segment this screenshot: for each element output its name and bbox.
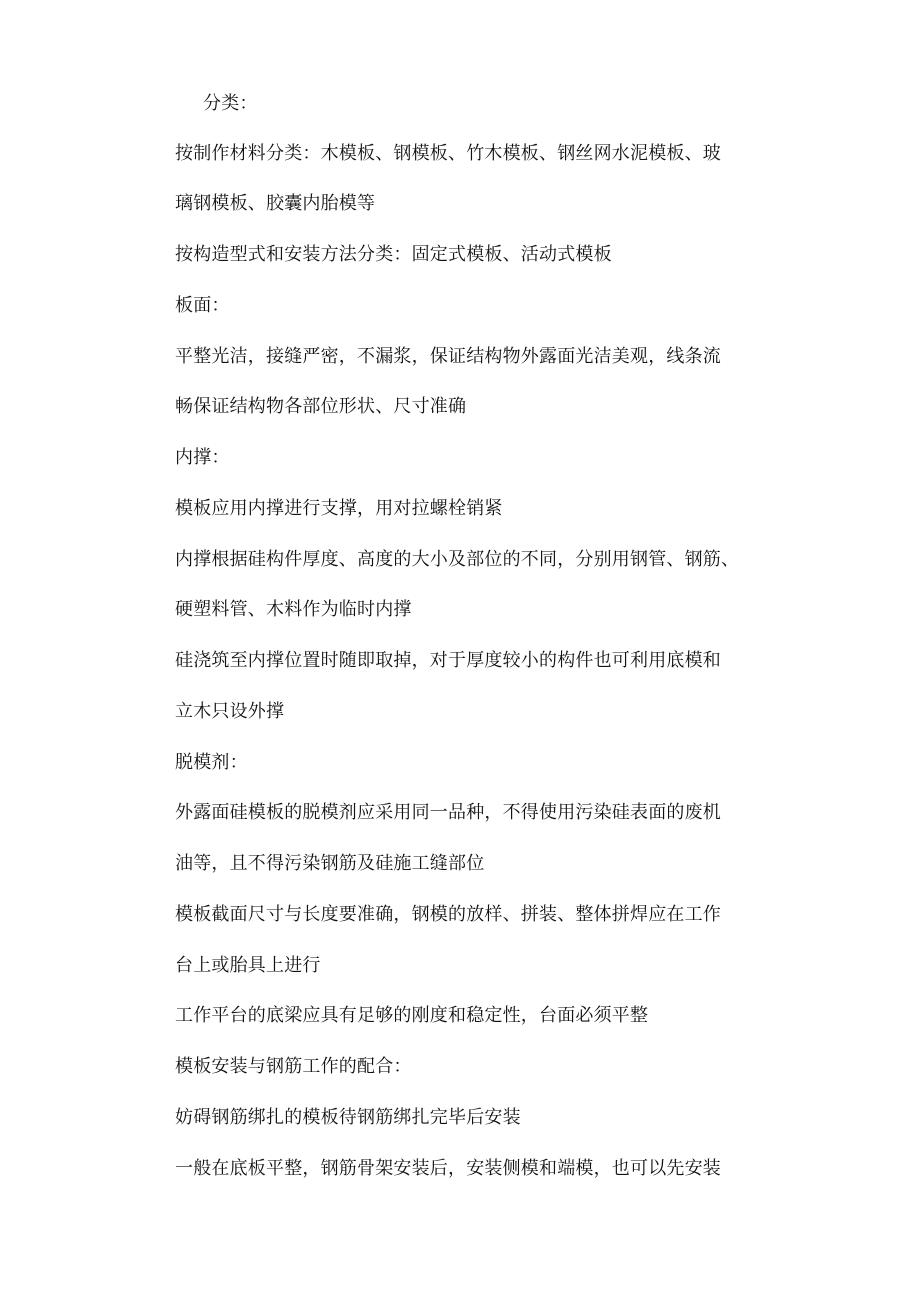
heading-panel-surface: 板面： bbox=[175, 295, 230, 316]
text-line: 平整光洁，接缝严密，不漏浆，保证结构物外露面光洁美观，线条流 bbox=[175, 346, 721, 367]
text-line: 按制作材料分类：木模板、钢模板、竹木模板、钢丝网水泥模板、玻 bbox=[175, 143, 721, 164]
text-line: 内撑根据硅构件厚度、高度的大小及部位的不同，分别用钢管、钢筋、 bbox=[175, 549, 740, 570]
heading-classification: 分类： bbox=[203, 93, 258, 114]
text-line: 璃钢模板、胶囊内胎模等 bbox=[175, 193, 376, 214]
heading-inner-brace: 内撑： bbox=[175, 447, 230, 468]
text-line: 按构造型式和安装方法分类：固定式模板、活动式模板 bbox=[175, 244, 612, 265]
text-line: 外露面硅模板的脱模剂应采用同一品种，不得使用污染硅表面的废机 bbox=[175, 802, 721, 823]
text-line: 妨碍钢筋绑扎的模板待钢筋绑扎完毕后安装 bbox=[175, 1107, 521, 1128]
text-line: 工作平台的底梁应具有足够的刚度和稳定性，台面必须平整 bbox=[175, 1005, 649, 1026]
text-line: 台上或胎具上进行 bbox=[175, 955, 321, 976]
heading-formwork-rebar-coordination: 模板安装与钢筋工作的配合： bbox=[175, 1056, 412, 1077]
text-line: 一般在底板平整，钢筋骨架安装后，安装侧模和端模，也可以先安装 bbox=[175, 1158, 721, 1179]
text-line: 畅保证结构物各部位形状、尺寸准确 bbox=[175, 396, 467, 417]
heading-release-agent: 脱模剂： bbox=[175, 752, 248, 773]
text-line: 油等，且不得污染钢筋及硅施工缝部位 bbox=[175, 853, 485, 874]
text-line: 模板应用内撑进行支撑，用对拉螺栓销紧 bbox=[175, 498, 503, 519]
text-line: 立木只设外撑 bbox=[175, 701, 285, 722]
text-line: 模板截面尺寸与长度要准确，钢模的放样、拼装、整体拼焊应在工作 bbox=[175, 904, 721, 925]
text-line: 硬塑料管、木料作为临时内撑 bbox=[175, 599, 412, 620]
text-line: 硅浇筑至内撑位置时随即取掉，对于厚度较小的构件也可利用底模和 bbox=[175, 650, 721, 671]
